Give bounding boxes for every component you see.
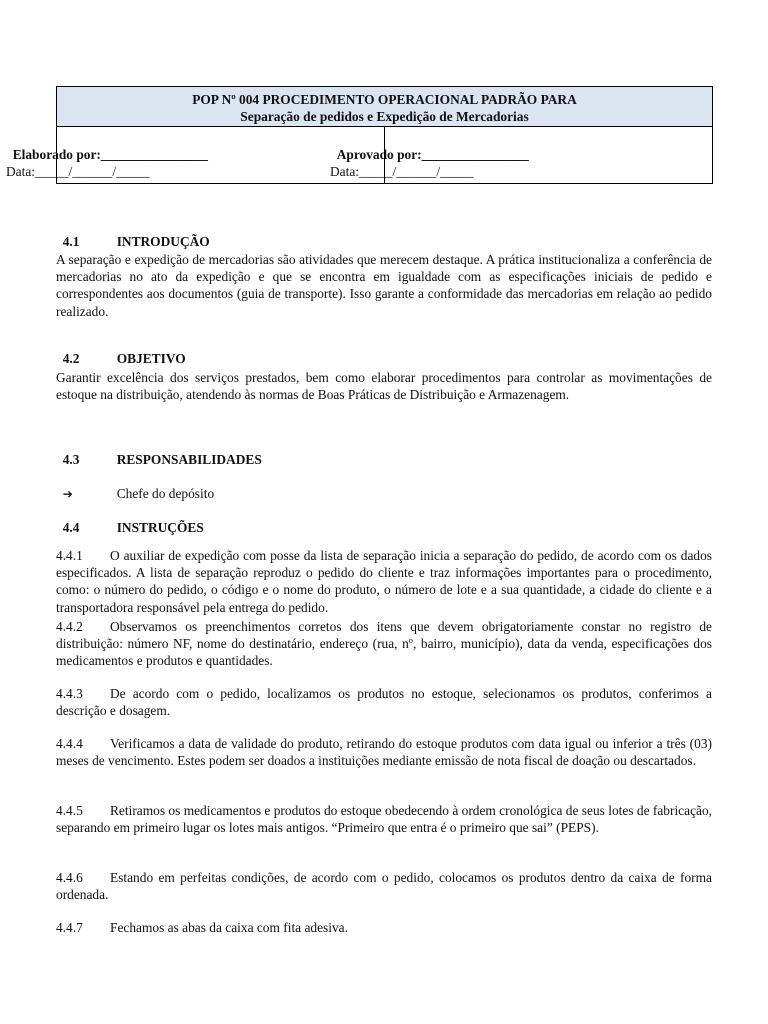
instrucao-number: 4.4.7 xyxy=(56,920,83,935)
aprovado-field xyxy=(330,131,529,163)
section-heading-instrucoes xyxy=(56,504,204,536)
instrucao-text: Verificamos a data de validade do produto, retirando do estoque produtos com data igual ou inferior a três (03) meses de vencimento. Estes podem ser doados a instituições mediante emissão de nota fiscal de doação ou descartados. xyxy=(56,736,712,769)
section-number: 4.1 xyxy=(62,234,80,249)
elaborado-field xyxy=(6,131,208,163)
section-heading-introducao xyxy=(56,218,210,250)
instrucao-number: 4.4.5 xyxy=(56,803,83,818)
section-heading-objetivo xyxy=(56,335,186,367)
instrucao-4-4-4 xyxy=(56,735,712,769)
instrucao-text: De acordo com o pedido, localizamos os produtos no estoque, selecionamos os produtos, conferimos a descrição e dosagem. xyxy=(56,686,712,719)
instrucao-4-4-6 xyxy=(56,869,712,903)
section-title: INSTRUÇÕES xyxy=(116,520,204,535)
header-title-line2: Separação de pedidos e Expedição de Mercadorias xyxy=(240,109,529,124)
objetivo-paragraph: Garantir excelência dos serviços prestados, bem como elaborar procedimentos para controlar as movimentações de estoque na distribuição, atendendo às normas de Boas Práticas de Distribuição e Armazenagem. xyxy=(56,370,712,403)
instrucao-4-4-1 xyxy=(56,547,712,616)
section-number: 4.3 xyxy=(62,452,80,467)
data-field-left: Data:_____/______/_____ xyxy=(6,164,150,179)
section-number: 4.4 xyxy=(62,520,80,535)
aprovado-blank: ________________ xyxy=(421,147,529,162)
instrucao-text: Estando em perfeitas condições, de acordo com o pedido, colocamos os produtos dentro da caixa de forma ordenada. xyxy=(56,870,712,903)
aprovado-label: Aprovado por: xyxy=(336,147,422,162)
elaborado-label: Elaborado por: xyxy=(12,147,101,162)
responsabilidade-text: Chefe do depósito xyxy=(116,486,215,501)
instrucao-number: 4.4.6 xyxy=(56,870,83,885)
intro-paragraph: A separação e expedição de mercadorias são atividades que merecem destaque. A prática institucionaliza a conferência de mercadorias no ato da expedição e que se encontra em igualdade com as especificações iniciais de pedido e correspondentes aos documentos (guia de transporte). Isso garante a conformidade das mercadorias em relação ao pedido realizado. xyxy=(56,252,712,319)
instrucao-number: 4.4.2 xyxy=(56,619,83,634)
instrucao-text: Fechamos as abas da caixa com fita adesiva. xyxy=(110,920,348,935)
instrucao-4-4-7 xyxy=(56,919,712,936)
instrucao-number: 4.4.3 xyxy=(56,686,83,701)
data-field-right: Data:_____/______/_____ xyxy=(330,164,474,179)
header-title-line1: POP Nº 004 PROCEDIMENTO OPERACIONAL PADRÃO PARA xyxy=(192,92,577,107)
instrucao-4-4-3 xyxy=(56,685,712,719)
instrucao-text: Observamos os preenchimentos corretos dos itens que devem obrigatoriamente constar no registro de distribuição: número NF, nome do destinatário, endereço (rua, nº, bairro, município), data da venda, especificações dos medicamentos e produtos e quantidades. xyxy=(56,619,712,669)
section-title: OBJETIVO xyxy=(116,351,186,366)
elaborado-blank: ________________ xyxy=(100,147,208,162)
responsabilidade-item xyxy=(56,470,214,502)
section-number: 4.2 xyxy=(62,351,80,366)
instrucao-number: 4.4.1 xyxy=(56,548,83,563)
instrucao-4-4-2 xyxy=(56,618,712,670)
section-heading-responsabilidades xyxy=(56,436,262,468)
instrucao-text: Retiramos os medicamentos e produtos do estoque obedecendo à ordem cronológica de seus lotes de fabricação, separando em primeiro lugar os lotes mais antigos. “Primeiro que entra é o primeiro que sai” (PEPS). xyxy=(56,803,712,836)
section-title: INTRODUÇÃO xyxy=(116,234,210,249)
section-title: RESPONSABILIDADES xyxy=(116,452,262,467)
arrow-right-icon: ➔ xyxy=(62,487,73,501)
instrucao-4-4-5 xyxy=(56,802,712,836)
instrucao-number: 4.4.4 xyxy=(56,736,83,751)
header-title-cell xyxy=(57,87,712,127)
instrucao-text: O auxiliar de expedição com posse da lista de separação inicia a separação do pedido, de acordo com os dados especificados. A lista de separação reproduz o pedido do cliente e traz informações importantes para o procedimento, como: o número do pedido, o código e o nome do produto, o número de lote e a sua quantidade, a cidade do cliente e a transportadora responsável pela entrega do pedido. xyxy=(56,548,712,615)
